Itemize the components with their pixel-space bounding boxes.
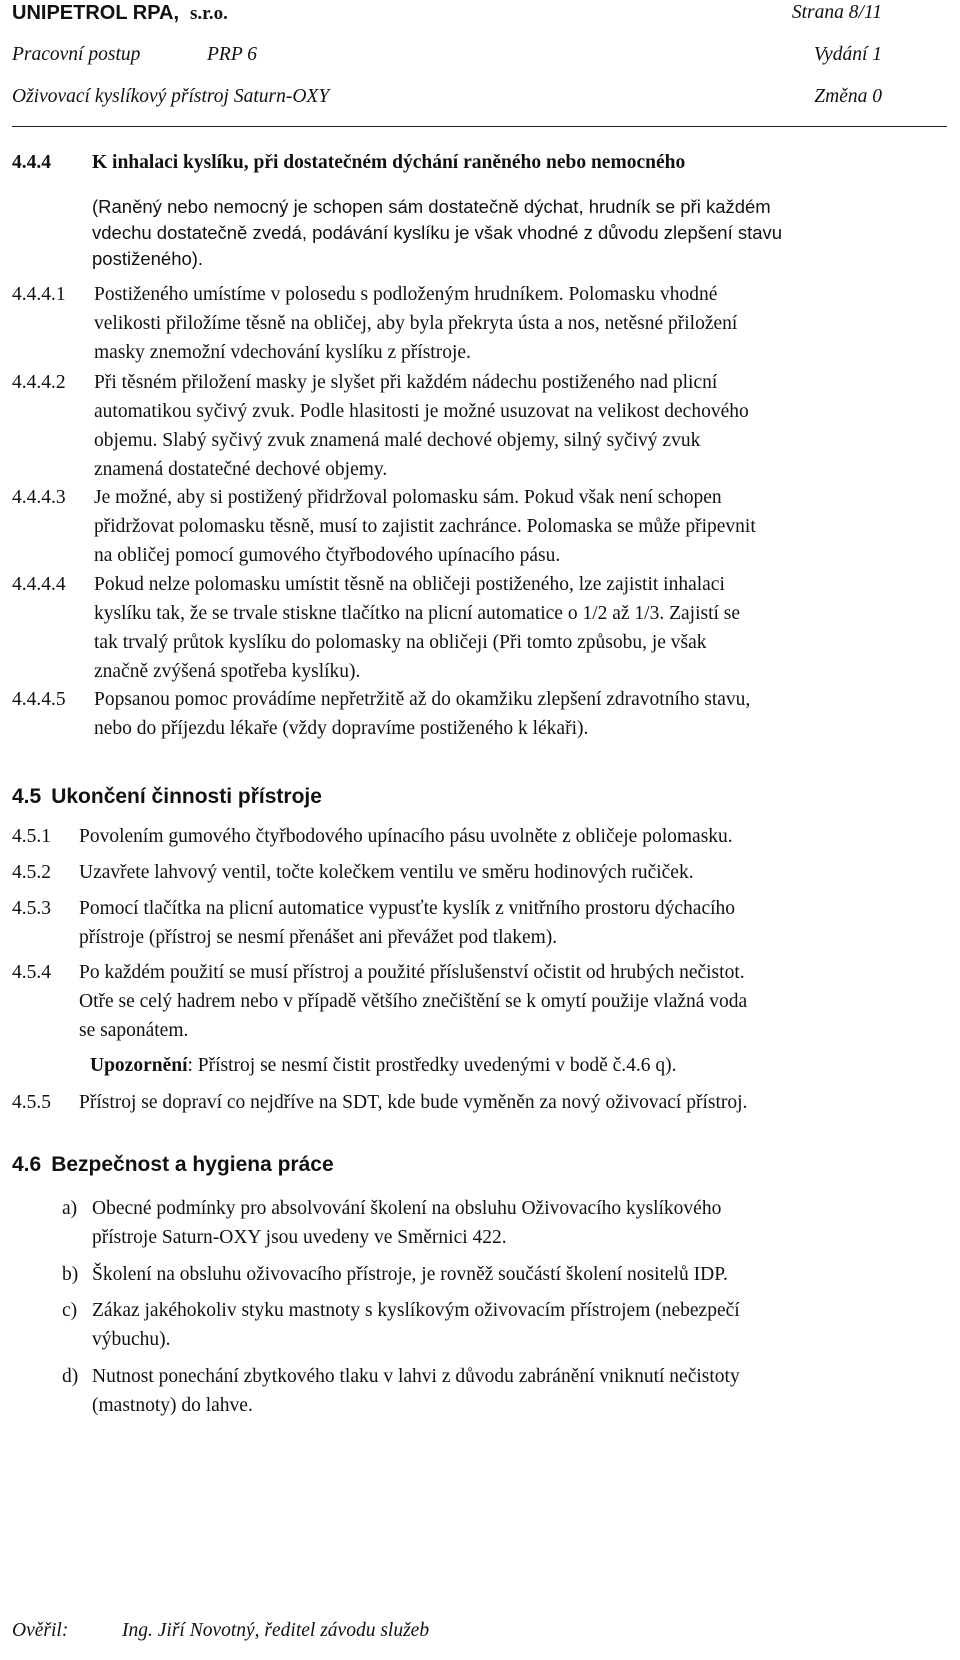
warning-note	[90, 1051, 677, 1080]
text-line: na obličej pomocí gumového čtyřbodového upínacího pásu.	[94, 545, 561, 566]
item-number: 4.4.4.4	[12, 574, 66, 595]
item-number: 4.4.4.1	[12, 284, 66, 305]
item-4-5-2	[12, 858, 912, 887]
text-line: Popsanou pomoc provádíme nepřetržitě až do okamžiku zlepšení zdravotního stavu,	[94, 689, 751, 710]
item-4-4-4-4	[12, 570, 912, 686]
item-text	[79, 894, 912, 952]
item-text	[94, 570, 912, 686]
text-line: Po každém použití se musí přístroj a použité příslušenství očistit od hrubých nečistot.	[79, 962, 745, 983]
list-text	[92, 1362, 882, 1420]
list-text	[92, 1194, 882, 1252]
list-text	[92, 1260, 882, 1289]
item-number: 4.4.4.5	[12, 689, 66, 710]
list-item-a	[62, 1194, 882, 1252]
item-4-5-4	[12, 958, 912, 1045]
section-number: 4.4.4	[12, 152, 51, 173]
text-line: Povolením gumového čtyřbodového upínacího pásu uvolněte z obličeje polomasku.	[79, 826, 733, 847]
list-marker: a)	[62, 1198, 78, 1219]
text-line: Pomocí tlačítka na plicní automatice vypusťte kyslík z vnitřního prostoru dýchacího	[79, 898, 736, 919]
item-text	[94, 368, 912, 484]
item-number: 4.4.4.2	[12, 372, 66, 393]
item-4-5-5	[12, 1088, 912, 1117]
section-title: K inhalaci kyslíku, při dostatečném dýchání raněného nebo nemocného	[92, 152, 686, 173]
section-title: Ukončení činnosti přístroje	[51, 785, 322, 808]
text-line: Nutnost ponechání zbytkového tlaku v lahvi z důvodu zabránění vniknutí nečistoty	[92, 1366, 740, 1387]
text-line: velikosti přiložíme těsně na obličej, aby byla překryta ústa a nos, netěsné přiložení	[94, 313, 738, 334]
text-line: Otře se celý hadrem nebo v případě většího znečištění se k omytí použije vlažná voda	[79, 991, 748, 1012]
item-number: 4.5.5	[12, 1092, 51, 1113]
change-number: Změna 0	[814, 86, 882, 107]
item-number: 4.4.4.3	[12, 487, 66, 508]
text-line: Školení na obsluhu oživovacího přístroje, je rovněž součástí školení nositelů IDP.	[92, 1264, 728, 1285]
text-line: automatikou syčivý zvuk. Podle hlasitosti je možné usuzovat na velikost dechového	[94, 401, 749, 422]
warning-label: Upozornění	[90, 1055, 188, 1076]
text-line: přístroje (přístroj se nesmí přenášet ani převážet pod tlakem).	[79, 927, 558, 948]
verified-by-name: Ing. Jiří Novotný, ředitel závodu služeb	[122, 1620, 430, 1641]
list-marker: b)	[62, 1264, 79, 1285]
item-text	[79, 1088, 912, 1117]
header-divider	[12, 126, 947, 127]
note-line: postiženého).	[92, 248, 204, 269]
warning-text: : Přístroj se nesmí čistit prostředky uvedenými v bodě č.4.6 q).	[187, 1055, 677, 1076]
item-text	[79, 858, 912, 887]
note-line: (Raněný nebo nemocný je schopen sám dostatečně dýchat, hrudník se při každém	[92, 196, 771, 217]
text-line: přidržovat polomasku těsně, musí to zajistit zachránce. Polomaska se může připevnit	[94, 516, 756, 537]
text-line: Zákaz jakéhokoliv styku mastnoty s kyslíkovým oživovacím přístrojem (nebezpečí	[92, 1300, 740, 1321]
item-4-4-4-5	[12, 685, 912, 743]
text-line: znamená dostatečné dechové objemy.	[94, 459, 388, 480]
text-line: Uzavřete lahvový ventil, točte kolečkem ventilu ve směru hodinových ručiček.	[79, 862, 694, 883]
text-line: masky znemožní vdechování kyslíku z přístroje.	[94, 342, 471, 363]
edition: Vydání 1	[813, 44, 882, 65]
section-number: 4.6	[12, 1153, 42, 1176]
text-line: nebo do příjezdu lékaře (vždy dopravíme postiženého k lékaři).	[94, 718, 589, 739]
item-4-5-1	[12, 822, 912, 851]
text-line: Přístroj se dopraví co nejdříve na SDT, kde bude vyměněn za nový oživovací přístroj.	[79, 1092, 748, 1113]
company-name: UNIPETROL RPA,	[12, 2, 180, 24]
item-4-4-4-1	[12, 280, 912, 367]
item-text	[79, 958, 912, 1045]
verified-by-label: Ověřil:	[12, 1620, 69, 1641]
item-text	[94, 483, 912, 570]
company-suffix: s.r.o.	[190, 3, 228, 24]
doc-subject: Oživovací kyslíkový přístroj Saturn-OXY	[12, 86, 330, 107]
section-4-6-heading	[12, 1150, 334, 1179]
doc-type: Pracovní postup	[12, 44, 141, 65]
item-4-4-4-2	[12, 368, 912, 484]
list-item-d	[62, 1362, 882, 1420]
item-number: 4.5.1	[12, 826, 51, 847]
page-footer	[12, 1620, 429, 1642]
page-number: Strana 8/11	[791, 2, 882, 23]
doc-code: PRP 6	[207, 44, 258, 65]
page-header	[12, 0, 882, 126]
text-line: kyslíku tak, že se trvale stiskne tlačítko na plicní automatice o 1/2 až 1/3. Zajistí se	[94, 603, 741, 624]
text-line: Je možné, aby si postižený přidržoval polomasku sám. Pokud však není schopen	[94, 487, 722, 508]
item-number: 4.5.3	[12, 898, 51, 919]
text-line: Obecné podmínky pro absolvování školení na obsluhu Oživovacího kyslíkového	[92, 1198, 722, 1219]
item-text	[94, 280, 912, 367]
item-number: 4.5.2	[12, 862, 51, 883]
text-line: Postiženého umístíme v polosedu s podloženým hrudníkem. Polomasku vhodné	[94, 284, 718, 305]
text-line: Pokud nelze polomasku umístit těsně na obličeji postiženého, lze zajistit inhalaci	[94, 574, 725, 595]
item-text	[79, 822, 912, 851]
list-item-c	[62, 1296, 882, 1354]
list-text	[92, 1296, 882, 1354]
text-line: tak trvalý průtok kyslíku do polomasky na obličeji (Při tomto způsobu, je však	[94, 632, 707, 653]
list-marker: d)	[62, 1366, 79, 1387]
list-marker: c)	[62, 1300, 78, 1321]
item-number: 4.5.4	[12, 962, 51, 983]
section-number: 4.5	[12, 785, 42, 808]
text-line: značně zvýšená spotřeba kyslíku).	[94, 661, 361, 682]
section-note	[92, 194, 922, 272]
section-title: Bezpečnost a hygiena práce	[51, 1153, 334, 1176]
list-item-b	[62, 1260, 882, 1289]
text-line: Při těsném přiložení masky je slyšet při každém nádechu postiženého nad plicní	[94, 372, 718, 393]
text-line: se saponátem.	[79, 1020, 189, 1041]
item-text	[94, 685, 912, 743]
text-line: přístroje Saturn-OXY jsou uvedeny ve Směrnici 422.	[92, 1227, 507, 1248]
text-line: objemu. Slabý syčivý zvuk znamená malé dechové objemy, silný syčivý zvuk	[94, 430, 701, 451]
item-4-4-4-3	[12, 483, 912, 570]
note-line: vdechu dostatečně zvedá, podávání kyslíku je však vhodné z důvodu zlepšení stavu	[92, 222, 783, 243]
item-4-5-3	[12, 894, 912, 952]
text-line: (mastnoty) do lahve.	[92, 1395, 253, 1416]
section-4-4-4-heading	[12, 148, 685, 177]
section-4-5-heading	[12, 782, 322, 811]
text-line: výbuchu).	[92, 1329, 171, 1350]
